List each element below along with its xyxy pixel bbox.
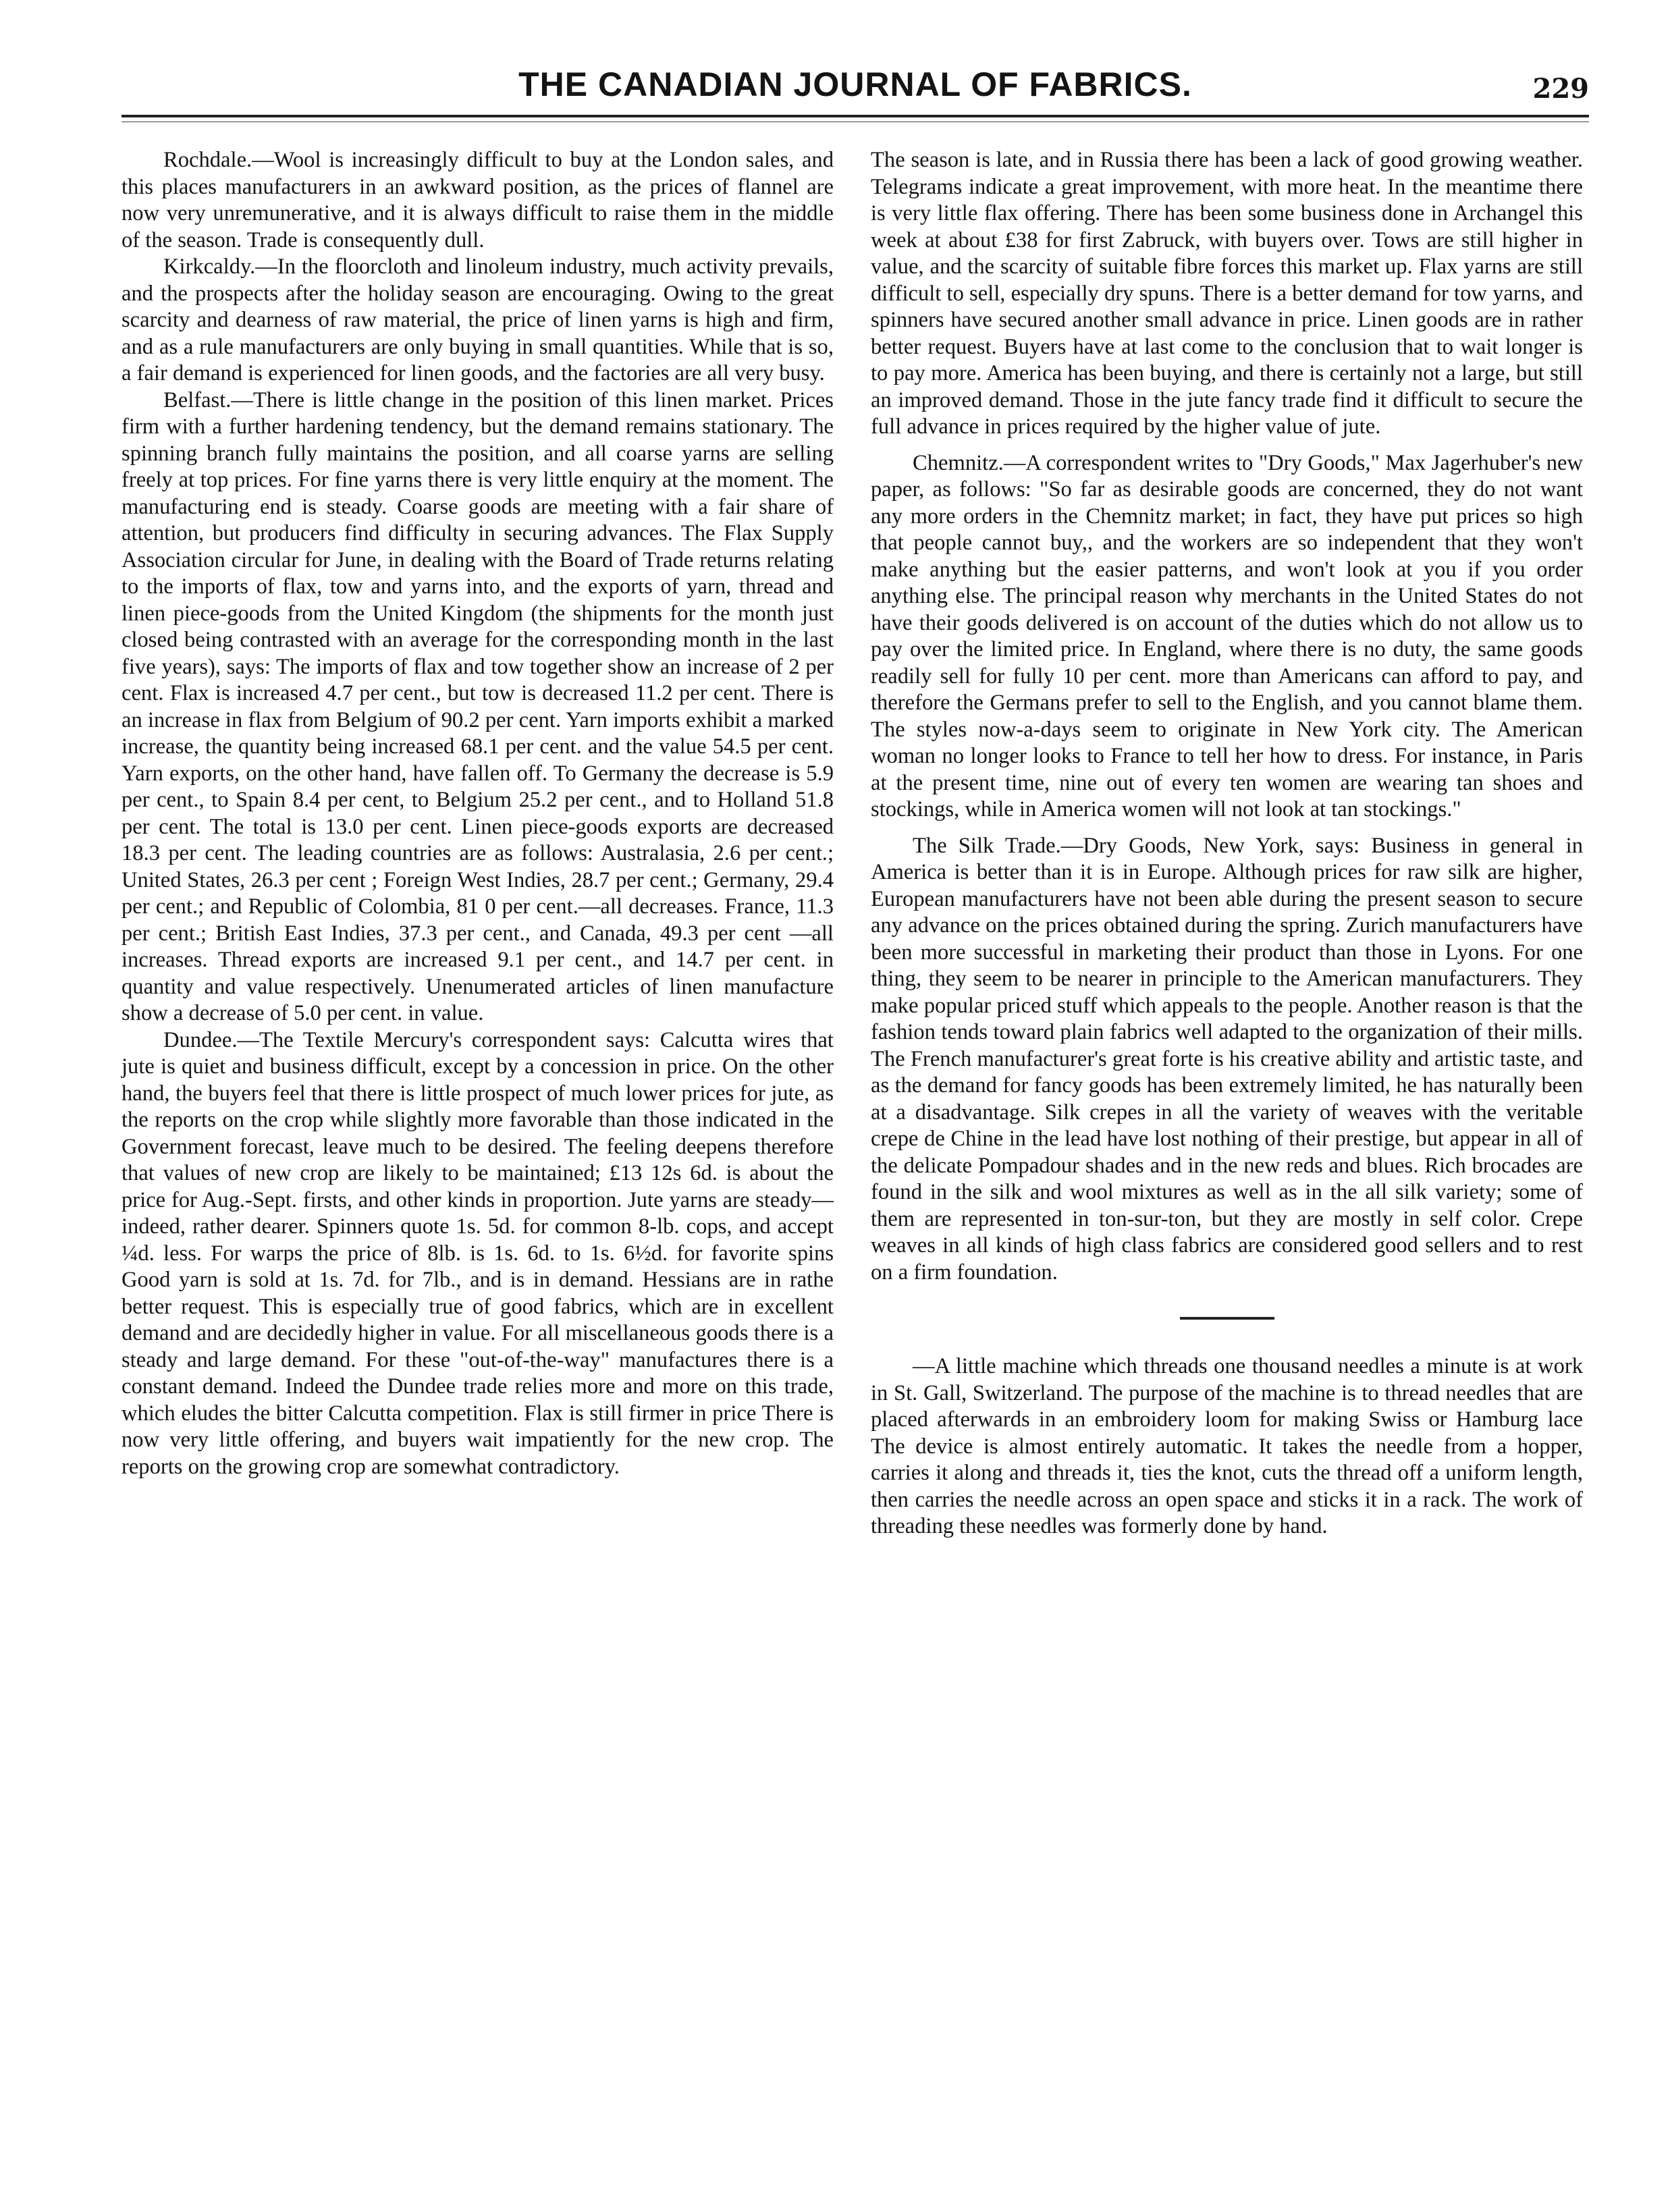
right-column <box>871 147 1583 1540</box>
journal-title: THE CANADIAN JOURNAL OF FABRICS. <box>518 65 1192 103</box>
paragraph-chemnitz: Chemnitz.—A correspondent writes to "Dry Goods," Max Jagerhuber's new paper, as follows: "So far as desirable goods are concerned, they do not want any more orders in the Chemnitz market; in fact, they have put prices so high that people cannot buy,, and the workers are so independent that they won't make anything but the easier patterns, and won't look at you if you order anything else. The principal reason why merchants in the United States do not have their goods delivered is on account of the duties which do not allow us to pay over the limited price. In England, where there is no duty, the same goods readily sell for fully 10 per cent. more than Americans can afford to pay, and therefore the Germans prefer to sell to the English, and you cannot blame them. The styles now-a-days seem to originate in New York city. The American woman no longer looks to France to tell her how to dress. For instance, in Paris at the present time, nine out of every ten women are wearing tan shoes and stockings, while in America women will not look at tan stockings." <box>871 450 1583 821</box>
left-column <box>122 147 834 1480</box>
header-rule <box>122 115 1589 117</box>
page-number: 229 <box>1532 73 1589 105</box>
paragraph-rochdale: Rochdale.—Wool is increasingly difficult to buy at the London sales, and this places manufacturers in an awkward position, as the prices of flannel are now very unremunerative, and it is always difficult to raise them in the middle of the season. Trade is consequently dull. <box>122 148 834 252</box>
section-divider <box>1180 1317 1274 1320</box>
paragraph-dundee: Dundee.—The Textile Mercury's correspondent says: Calcutta wires that jute is quiet and business difficult, except by a concession in price. On the other hand, the buyers feel that there is little prospect of much lower prices for jute, as the reports on the crop while slightly more favorable than those indicated in the Government forecast, leave much to be desired. The feeling deepens therefore that values of new crop are likely to be maintained; £13 12s 6d. is about the price for Aug.-Sept. firsts, and other kinds in proportion. Jute yarns are steady—indeed, rather dearer. Spinners quote 1s. 5d. for common 8-lb. cops, and accept ¼d. less. For warps the price of 8lb. is 1s. 6d. to 1s. 6½d. for favorite spins Good yarn is sold at 1s. 7d. for 7lb., and is in demand. Hessians are in rathe better request. This is especially true of good fabrics, which are in excellent demand and are decidedly higher in value. For all miscellaneous goods there is a steady and large demand. For these "out-of-the-way" manufactures there is a constant demand. Indeed the Dundee trade relies more and more on this trade, which eludes the bitter Calcutta competition. Flax is still firmer in price There is now very little offering, and buyers wait impatiently for the new crop. The reports on the growing crop are somewhat contradictory. <box>122 1027 834 1479</box>
paragraph-kirkcaldy: Kirkcaldy.—In the floorcloth and linoleum industry, much activity prevails, and the prospects after the holiday season are encouraging. Owing to the great scarcity and dearness of raw material, the price of linen yarns is high and firm, and as a rule manufacturers are only buying in small quantities. While that is so, a fair demand is experienced for linen goods, and the factories are all very busy. <box>122 254 834 385</box>
page-header <box>122 57 1589 111</box>
paragraph-flax-continued: The season is late, and in Russia there has been a lack of good growing weather. Telegrams indicate a great improvement, with more heat. In the meantime there is very little flax offering. There has been some business done in Archangel this week at about £38 for first Zabruck, with buyers over. Tows are still higher in value, and the scarcity of suitable fibre forces this market up. Flax yarns are still difficult to sell, especially dry spuns. There is a better demand for tow yarns, and spinners have secured another small advance in price. Linen goods are in rather better request. Buyers have at last come to the conclusion that to wait longer is to pay more. America has been buying, and there is certainly not a large, but still an improved demand. Those in the jute fancy trade find it difficult to secure the full advance in prices required by the higher value of jute. <box>871 148 1583 439</box>
paragraph-belfast: Belfast.—There is little change in the position of this linen market. Prices firm with a further hardening tendency, but the demand remains stationary. The spinning branch fully maintains the position, and all coarse yarns are selling freely at top prices. For fine yarns there is very little enquiry at the moment. The manufacturing end is steady. Coarse goods are meeting with a fair share of attention, but producers find difficulty in securing advances. The Flax Supply Association circular for June, in dealing with the Board of Trade returns relating to the imports of flax, tow and yarns into, and the exports of yarn, thread and linen piece-goods from the United Kingdom (the shipments for the month just closed being contrasted with an average for the corresponding month in the last five years), says: The imports of flax and tow together show an increase of 2 per cent. Flax is increased 4.7 per cent., but tow is decreased 11.2 per cent. There is an increase in flax from Belgium of 90.2 per cent. Yarn imports exhibit a marked increase, the quantity being increased 68.1 per cent. and the value 54.5 per cent. Yarn exports, on the other hand, have fallen off. To Germany the decrease is 5.9 per cent., to Spain 8.4 per cent, to Belgium 25.2 per cent., and to Holland 51.8 per cent. The total is 13.0 per cent. Linen piece-goods exports are decreased 18.3 per cent. The leading countries are as follows: Australasia, 2.6 per cent.; United States, 26.3 per cent ; Foreign West Indies, 28.7 per cent.; Germany, 29.4 per cent.; and Republic of Colombia, 81 0 per cent.—all decreases. France, 11.3 per cent.; British East Indies, 37.3 per cent., and Canada, 49.3 per cent —all increases. Thread exports are increased 9.1 per cent., and 14.7 per cent. in quantity and value respectively. Unenumerated articles of linen manufacture show a decrease of 5.0 per cent. in value. <box>122 387 834 1025</box>
paragraph-needle-machine: —A little machine which threads one thousand needles a minute is at work in St. Gall, Switzerland. The purpose of the machine is to thread needles that are placed afterwards in an embroidery loom for making Swiss or Hamburg lace The device is almost entirely automatic. It takes the needle from a hopper, carries it along and threads it, ties the knot, cuts the thread off a uniform length, then carries the needle across an open space and sticks it in a rack. The work of threading these needles was formerly done by hand. <box>871 1354 1583 1538</box>
paragraph-silk-trade: The Silk Trade.—Dry Goods, New York, says: Business in general in America is better than it is in Europe. Although prices for raw silk are higher, European manufacturers have not been able during the present season to secure any advance on the prices obtained during the spring. Zurich manufacturers have been more successful in marketing their product than those in Lyons. For one thing, they seem to be nearer in principle to the American manufacturers. They make popular priced stuff which appeals to the people. Another reason is that the fashion tends toward plain fabrics well adapted to the organization of their mills. The French manufacturer's great forte is his creative ability and artistic taste, and as the demand for fancy goods has been extremely limited, he has naturally been at a disadvantage. Silk crepes in all the variety of weaves with the veritable crepe de Chine in the lead have lost nothing of their prestige, but appear in all of the delicate Pompadour shades and in the new reds and blues. Rich brocades are found in the silk and wool mixtures as well as in the all silk variety; some of them are represented in ton-sur-ton, but they are mostly in self color. Crepe weaves in all kinds of high class fabrics are considered good sellers and to rest on a firm foundation. <box>871 833 1583 1285</box>
